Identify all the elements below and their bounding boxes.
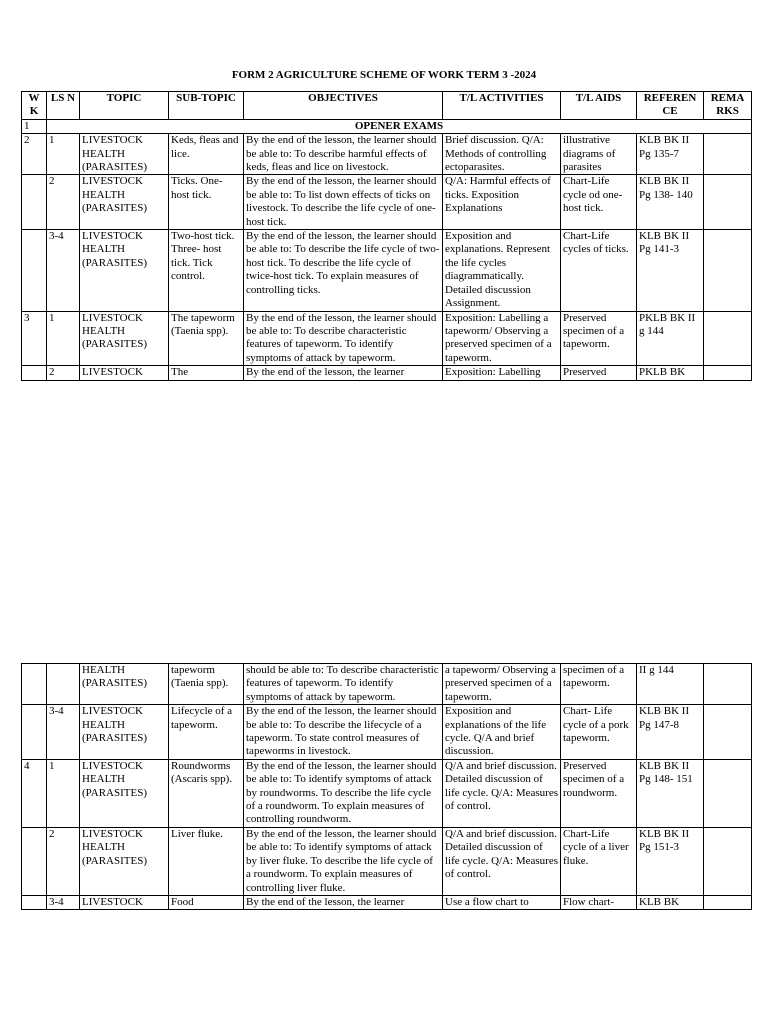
activities-cell: Exposition: Labelling — [443, 366, 561, 380]
week-cell — [22, 664, 47, 705]
reference-cell: KLB BK — [637, 895, 704, 909]
aids-cell: illustrative diagrams of parasites — [561, 134, 637, 175]
topic-cell: LIVESTOCK HEALTH (PARASITES) — [80, 705, 169, 760]
lesson-cell: 3-4 — [47, 895, 80, 909]
table-row — [22, 827, 752, 895]
subtopic-cell: Lifecycle of a tapeworm. — [169, 705, 244, 760]
subtopic-cell: The tapeworm (Taenia spp). — [169, 311, 244, 366]
objectives-cell: By the end of the lesson, the learner should be able to: To describe the life cycle of two-host tick. To describe the life cycle of twice-host tick. To explain measures of controlling ticks. — [244, 230, 443, 311]
aids-cell: Chart-Life cycle od one- host tick. — [561, 175, 637, 230]
table-row — [22, 311, 752, 366]
aids-cell: Flow chart- — [561, 895, 637, 909]
scheme-table-page-2 — [21, 663, 752, 910]
week-cell — [22, 175, 47, 230]
topic-cell: HEALTH (PARASITES) — [80, 664, 169, 705]
week-cell — [22, 705, 47, 760]
objectives-cell: By the end of the lesson, the learner should be able to: To identify symptoms of attack by liver fluke. To describe the life cycle of a roundworm. To explain measures of controlling liver fluke. — [244, 827, 443, 895]
remarks-cell — [704, 311, 752, 366]
page-1-rows — [22, 134, 752, 366]
activities-cell: Brief discussion. Q/A: Methods of controlling ectoparasites. — [443, 134, 561, 175]
topic-cell: LIVESTOCK HEALTH (PARASITES) — [80, 175, 169, 230]
header-row — [22, 92, 752, 120]
header-lesson: LS N — [47, 92, 80, 120]
scheme-table-page-1 — [21, 91, 752, 381]
week-cell — [22, 827, 47, 895]
remarks-cell — [704, 664, 752, 705]
reference-cell: KLB BK II Pg 138- 140 — [637, 175, 704, 230]
table-row — [22, 175, 752, 230]
table-row — [22, 664, 752, 705]
week-cell — [22, 366, 47, 380]
remarks-cell — [704, 705, 752, 760]
aids-cell: Chart-Life cycles of ticks. — [561, 230, 637, 311]
topic-cell: LIVESTOCK — [80, 895, 169, 909]
remarks-cell — [704, 230, 752, 311]
table-row — [22, 705, 752, 760]
topic-cell: LIVESTOCK HEALTH (PARASITES) — [80, 134, 169, 175]
header-remarks: REMA RKS — [704, 92, 752, 120]
objectives-cell: should be able to: To describe characteristic features of tapeworm. To identify symptoms of attack by tapeworm. — [244, 664, 443, 705]
header-topic: TOPIC — [80, 92, 169, 120]
lesson-cell: 3-4 — [47, 705, 80, 760]
header-objectives: OBJECTIVES — [244, 92, 443, 120]
lesson-cell: 2 — [47, 827, 80, 895]
aids-cell: Chart- Life cycle of a pork tapeworm. — [561, 705, 637, 760]
header-reference: REFEREN CE — [637, 92, 704, 120]
subtopic-cell: tapeworm (Taenia spp). — [169, 664, 244, 705]
table-row — [22, 230, 752, 311]
aids-cell: specimen of a tapeworm. — [561, 664, 637, 705]
week-cell — [22, 895, 47, 909]
topic-cell: LIVESTOCK — [80, 366, 169, 380]
reference-cell: PKLB BK II g 144 — [637, 311, 704, 366]
remarks-cell — [704, 175, 752, 230]
lesson-cell: 2 — [47, 366, 80, 380]
topic-cell: LIVESTOCK HEALTH (PARASITES) — [80, 311, 169, 366]
topic-cell: LIVESTOCK HEALTH (PARASITES) — [80, 759, 169, 827]
table-row — [22, 134, 752, 175]
reference-cell: KLB BK II Pg 141-3 — [637, 230, 704, 311]
lesson-cell: 2 — [47, 175, 80, 230]
table-row-cut — [22, 895, 752, 909]
activities-cell: Use a flow chart to — [443, 895, 561, 909]
subtopic-cell: The — [169, 366, 244, 380]
remarks-cell — [704, 134, 752, 175]
objectives-cell: By the end of the lesson, the learner should be able to: To describe characteristic features of tapeworm. To identify symptoms of attack by tapeworm. — [244, 311, 443, 366]
aids-cell: Preserved specimen of a tapeworm. — [561, 311, 637, 366]
lesson-cell: 1 — [47, 134, 80, 175]
subtopic-cell: Roundworms (Ascaris spp). — [169, 759, 244, 827]
objectives-cell: By the end of the lesson, the learner should be able to: To describe the lifecycle of a tapeworm. To state control measures of tapeworms in livestock. — [244, 705, 443, 760]
week-cell: 4 — [22, 759, 47, 827]
header-subtopic: SUB-TOPIC — [169, 92, 244, 120]
week-cell: 1 — [22, 119, 47, 133]
remarks-cell — [704, 759, 752, 827]
week-cell — [22, 230, 47, 311]
objectives-cell: By the end of the lesson, the learner — [244, 366, 443, 380]
opener-exams-row — [22, 119, 752, 133]
subtopic-cell: Food — [169, 895, 244, 909]
lesson-cell: 1 — [47, 759, 80, 827]
week-cell: 2 — [22, 134, 47, 175]
reference-cell: KLB BK II Pg 147-8 — [637, 705, 704, 760]
page-2-rows — [22, 664, 752, 896]
table-row-cut — [22, 366, 752, 380]
aids-cell: Chart-Life cycle of a liver fluke. — [561, 827, 637, 895]
topic-cell: LIVESTOCK HEALTH (PARASITES) — [80, 827, 169, 895]
objectives-cell: By the end of the lesson, the learner should be able to: To identify symptoms of attack by roundworms. To describe the life cycle of a roundworm. To explain measures of controlling roundworm. — [244, 759, 443, 827]
activities-cell: Q/A: Harmful effects of ticks. Exposition Explanations — [443, 175, 561, 230]
topic-cell: LIVESTOCK HEALTH (PARASITES) — [80, 230, 169, 311]
activities-cell: Q/A and brief discussion. Detailed discussion of life cycle. Q/A: Measures of control. — [443, 759, 561, 827]
reference-cell: KLB BK II Pg 148- 151 — [637, 759, 704, 827]
activities-cell: Exposition and explanations. Represent the life cycles diagrammatically. Detailed discussion Assignment. — [443, 230, 561, 311]
reference-cell: II g 144 — [637, 664, 704, 705]
page-title: FORM 2 AGRICULTURE SCHEME OF WORK TERM 3 -2024 — [231, 69, 537, 81]
subtopic-cell: Two-host tick. Three- host tick. Tick control. — [169, 230, 244, 311]
aids-cell: Preserved specimen of a roundworm. — [561, 759, 637, 827]
remarks-cell — [704, 895, 752, 909]
activities-cell: Exposition: Labelling a tapeworm/ Observing a preserved specimen of a tapeworm. — [443, 311, 561, 366]
objectives-cell: By the end of the lesson, the learner should be able to: To list down effects of ticks on livestock. To describe the life cycle of one-host tick. — [244, 175, 443, 230]
lesson-cell: 1 — [47, 311, 80, 366]
subtopic-cell: Keds, fleas and lice. — [169, 134, 244, 175]
objectives-cell: By the end of the lesson, the learner should be able to: To describe harmful effects of keds, fleas and lice on livestock. — [244, 134, 443, 175]
subtopic-cell: Liver fluke. — [169, 827, 244, 895]
subtopic-cell: Ticks. One- host tick. — [169, 175, 244, 230]
header-week: W K — [22, 92, 47, 120]
reference-cell: PKLB BK — [637, 366, 704, 380]
reference-cell: KLB BK II Pg 151-3 — [637, 827, 704, 895]
lesson-cell — [47, 664, 80, 705]
week-cell: 3 — [22, 311, 47, 366]
lesson-cell: 3-4 — [47, 230, 80, 311]
opener-exams-label: OPENER EXAMS — [47, 119, 752, 133]
remarks-cell — [704, 366, 752, 380]
header-aids: T/L AIDS — [561, 92, 637, 120]
activities-cell: a tapeworm/ Observing a preserved specimen of a tapeworm. — [443, 664, 561, 705]
aids-cell: Preserved — [561, 366, 637, 380]
table-row — [22, 759, 752, 827]
activities-cell: Q/A and brief discussion. Detailed discussion of life cycle. Q/A: Measures of control. — [443, 827, 561, 895]
header-activities: T/L ACTIVITIES — [443, 92, 561, 120]
objectives-cell: By the end of the lesson, the learner — [244, 895, 443, 909]
remarks-cell — [704, 827, 752, 895]
reference-cell: KLB BK II Pg 135-7 — [637, 134, 704, 175]
activities-cell: Exposition and explanations of the life cycle. Q/A and brief discussion. — [443, 705, 561, 760]
